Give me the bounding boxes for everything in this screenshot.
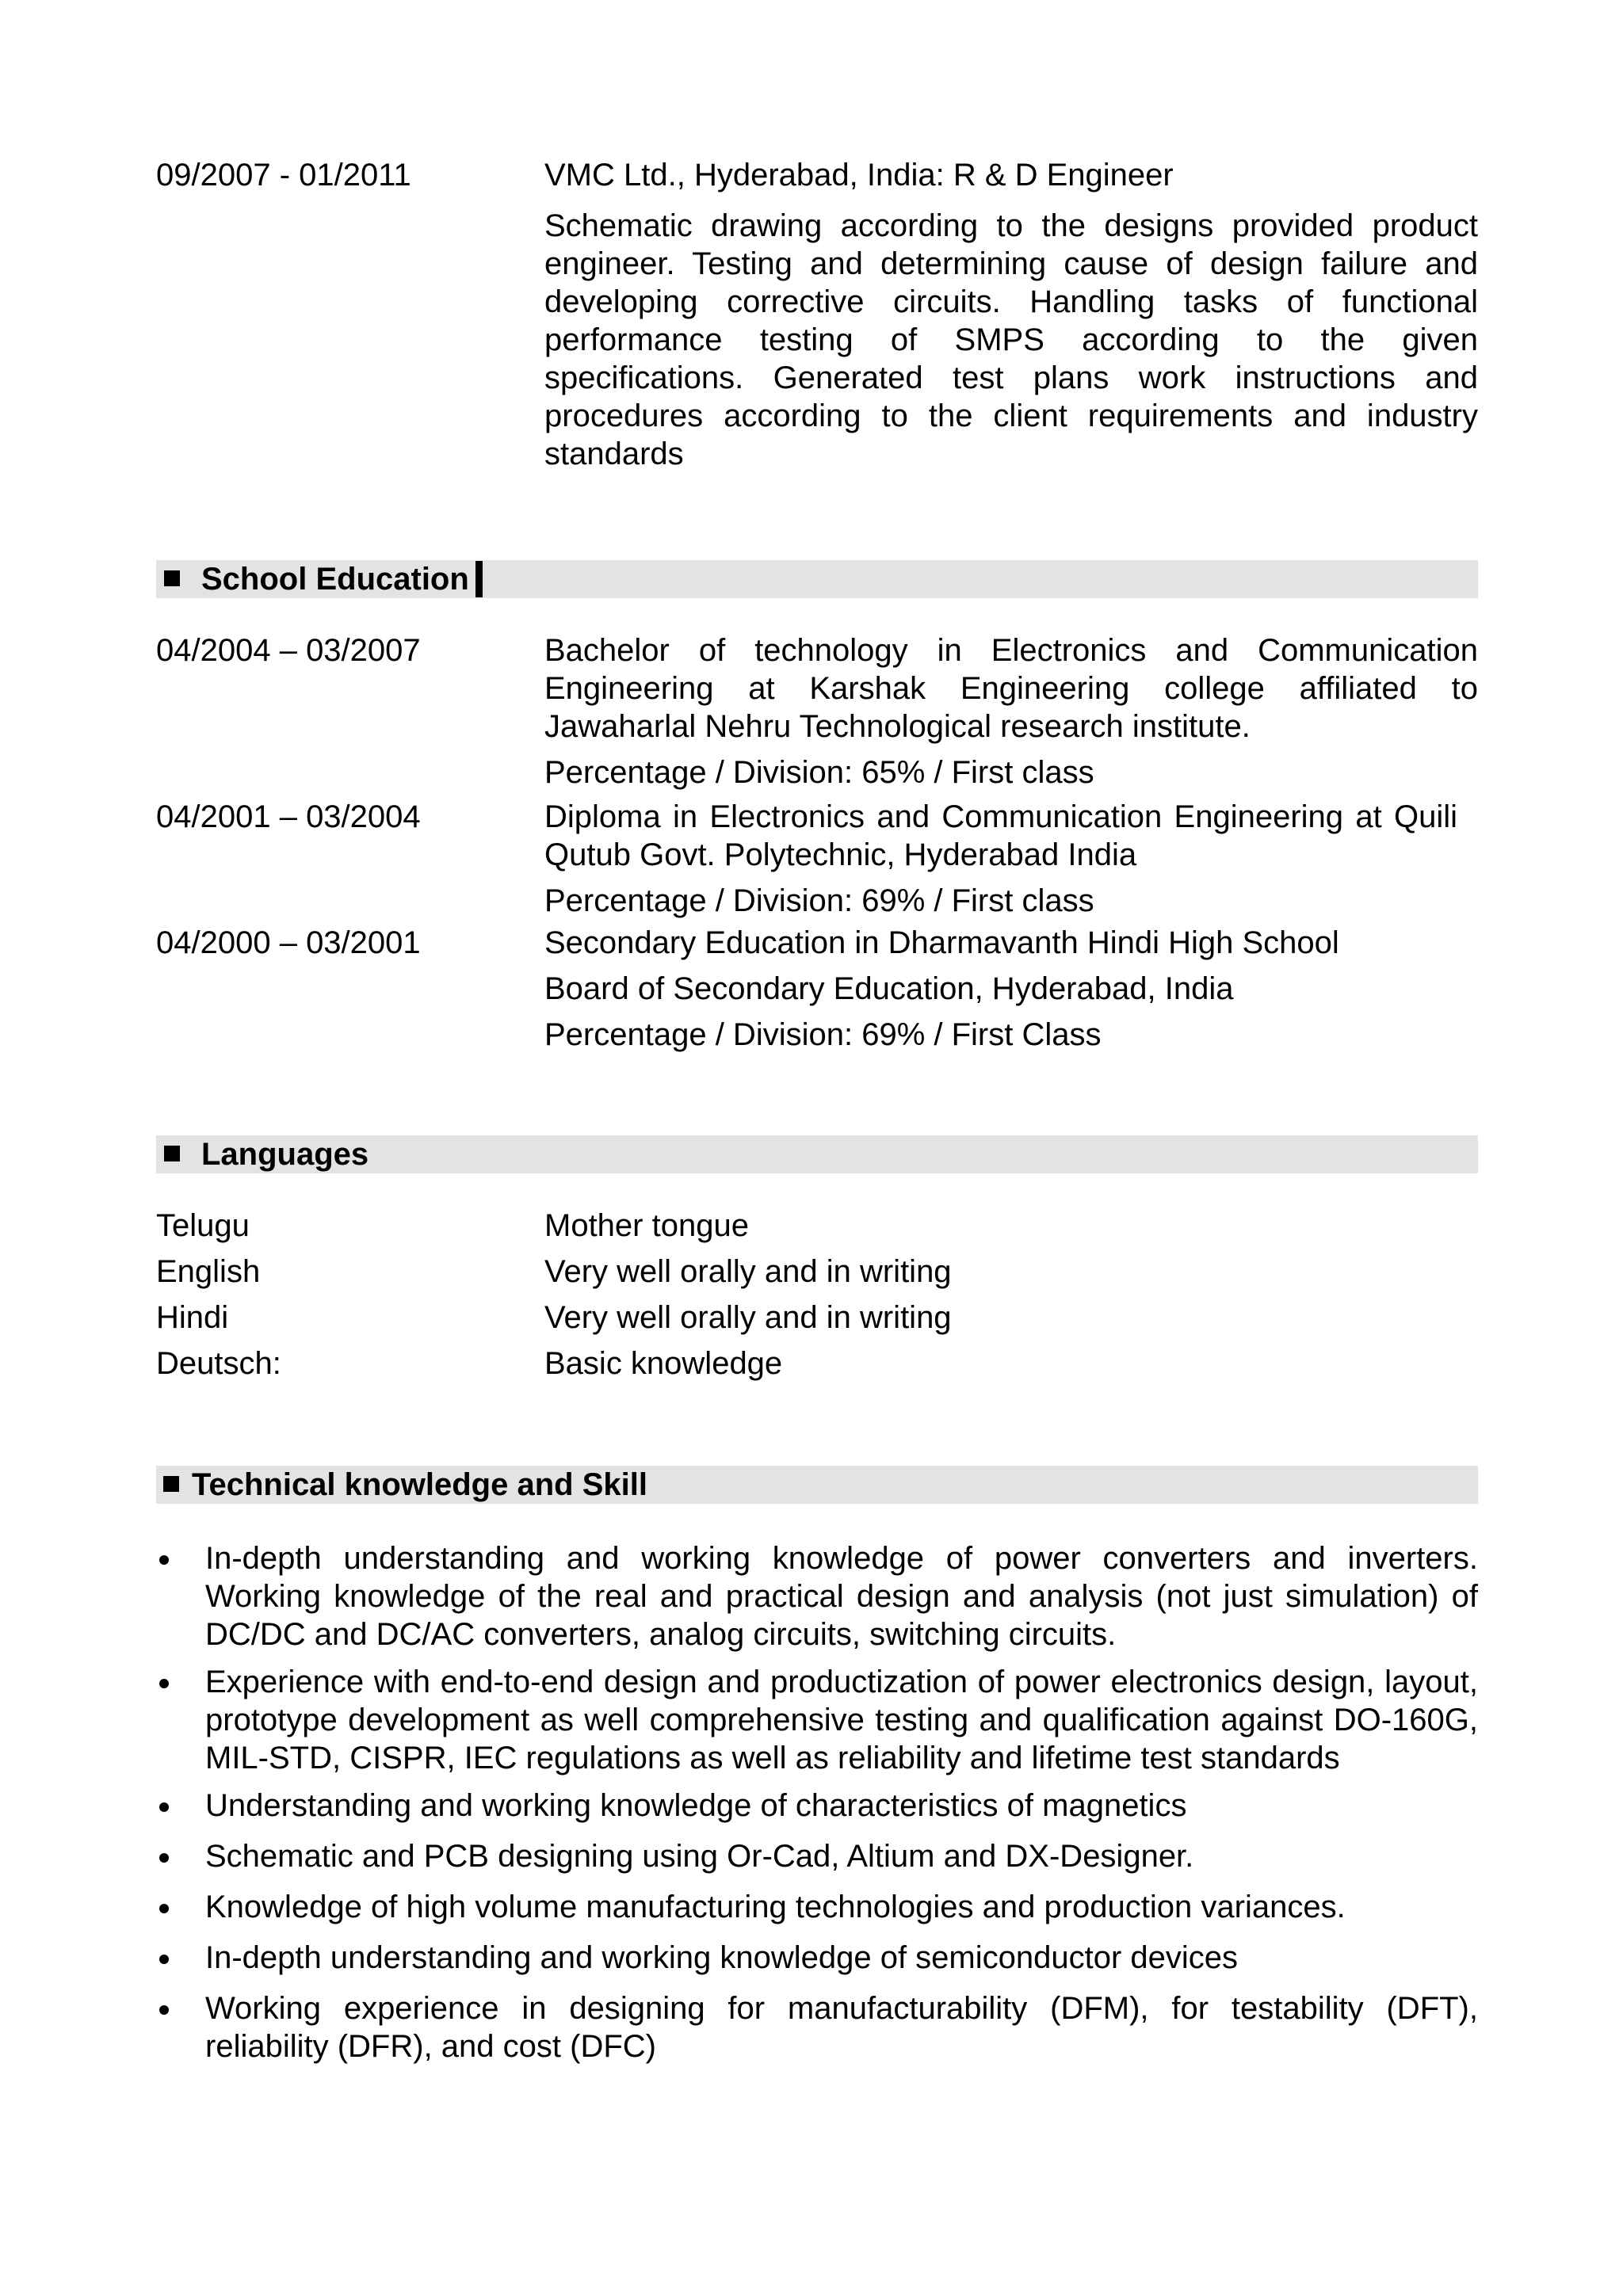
experience-position: VMC Ltd., Hyderabad, India: R & D Engineer bbox=[544, 158, 1174, 193]
skill-text: Schematic and PCB designing using Or-Cad, Altium and DX-Designer. bbox=[205, 1839, 1194, 1874]
language-level: Basic knowledge bbox=[544, 1346, 783, 1381]
bullet-dot-icon bbox=[159, 1853, 169, 1863]
education-description: Secondary Education in Dharmavanth Hindi High School bbox=[544, 925, 1339, 960]
languages-heading: Languages bbox=[201, 1137, 369, 1172]
language-level: Very well orally and in writing bbox=[544, 1254, 952, 1289]
skill-text: Knowledge of high volume manufacturing technologies and production variances. bbox=[205, 1890, 1346, 1924]
education-description: Diploma in Electronics and Communication Engineering at Quili Qutub Govt. Polytechnic, Hyderabad India bbox=[544, 799, 1457, 872]
education-details bbox=[544, 924, 1478, 1054]
skill-text: In-depth understanding and working knowledge of semiconductor devices bbox=[205, 1940, 1239, 1975]
education-heading: School Education bbox=[201, 562, 469, 597]
skills-list bbox=[156, 1539, 1478, 2065]
experience-entry bbox=[156, 156, 1478, 473]
education-result: Percentage / Division: 69% / First Class bbox=[544, 1017, 1102, 1052]
education-date: 04/2004 – 03/2007 bbox=[156, 633, 421, 668]
education-description: Bachelor of technology in Electronics and Communication Engineering at Karshak Engineering college affiliated to Jawaharlal Nehru Technological research institute. bbox=[544, 633, 1478, 744]
bullet-dot-icon bbox=[159, 1955, 169, 1964]
skill-item bbox=[156, 1888, 1478, 1926]
language-name: English bbox=[156, 1254, 261, 1289]
bullet-dot-icon bbox=[159, 1802, 169, 1812]
skill-text: Working experience in designing for manufacturability (DFM), for testability (DFT), reliability (DFR), and cost (DFC) bbox=[205, 1991, 1478, 2064]
skills-section-header bbox=[156, 1466, 1478, 1504]
bullet-dot-icon bbox=[159, 2005, 169, 2015]
skill-item bbox=[156, 1539, 1478, 1653]
experience-date: 09/2007 - 01/2011 bbox=[156, 158, 411, 193]
languages-section-header bbox=[156, 1135, 1478, 1173]
bullet-dot-icon bbox=[159, 1555, 169, 1565]
education-date: 04/2001 – 03/2004 bbox=[156, 799, 421, 834]
education-date: 04/2000 – 03/2001 bbox=[156, 925, 421, 960]
skill-text: In-depth understanding and working knowledge of power converters and inverters. Working knowledge of the real and practical design and analysis (not just simulation) of DC/DC and DC/AC converters, analog circuits, switching circuits. bbox=[205, 1541, 1478, 1652]
square-bullet-icon bbox=[164, 570, 180, 586]
skill-item bbox=[156, 1663, 1478, 1777]
skill-text: Understanding and working knowledge of characteristics of magnetics bbox=[205, 1788, 1187, 1823]
education-section-header bbox=[156, 560, 1478, 598]
language-level: Very well orally and in writing bbox=[544, 1300, 952, 1335]
education-board: Board of Secondary Education, Hyderabad, India bbox=[544, 971, 1234, 1006]
experience-description: Schematic drawing according to the designs provided product engineer. Testing and determining cause of design failure and developing corrective circuits. Handling tasks of functional performance testing of SMPS according to the given specifications. Generated test plans work instructions and procedures according to the client requirements and industry standards bbox=[544, 208, 1478, 471]
education-entry bbox=[156, 798, 1478, 920]
education-result: Percentage / Division: 69% / First class bbox=[544, 883, 1094, 918]
education-entry bbox=[156, 924, 1478, 1054]
square-bullet-icon bbox=[164, 1146, 180, 1161]
language-level: Mother tongue bbox=[544, 1208, 749, 1243]
education-entry bbox=[156, 631, 1478, 791]
bullet-dot-icon bbox=[159, 1679, 169, 1688]
skill-item bbox=[156, 1837, 1478, 1875]
square-bullet-icon bbox=[163, 1476, 179, 1492]
text-cursor-mark bbox=[475, 561, 483, 597]
skill-text: Experience with end-to-end design and productization of power electronics design, layout, prototype development as well comprehensive testing and qualification against DO-160G, MIL-STD, CISPR, IEC regulations as well as reliability and lifetime test standards bbox=[205, 1665, 1478, 1775]
education-details bbox=[544, 798, 1478, 920]
skills-heading: Technical knowledge and Skill bbox=[192, 1467, 647, 1502]
education-result: Percentage / Division: 65% / First class bbox=[544, 755, 1094, 790]
skill-item bbox=[156, 1989, 1478, 2065]
language-name: Telugu bbox=[156, 1208, 250, 1243]
education-details bbox=[544, 631, 1478, 791]
skill-item bbox=[156, 1787, 1478, 1825]
experience-details bbox=[544, 156, 1478, 473]
bullet-dot-icon bbox=[159, 1904, 169, 1913]
language-name: Hindi bbox=[156, 1300, 229, 1335]
language-name: Deutsch: bbox=[156, 1346, 281, 1381]
skill-item bbox=[156, 1939, 1478, 1977]
